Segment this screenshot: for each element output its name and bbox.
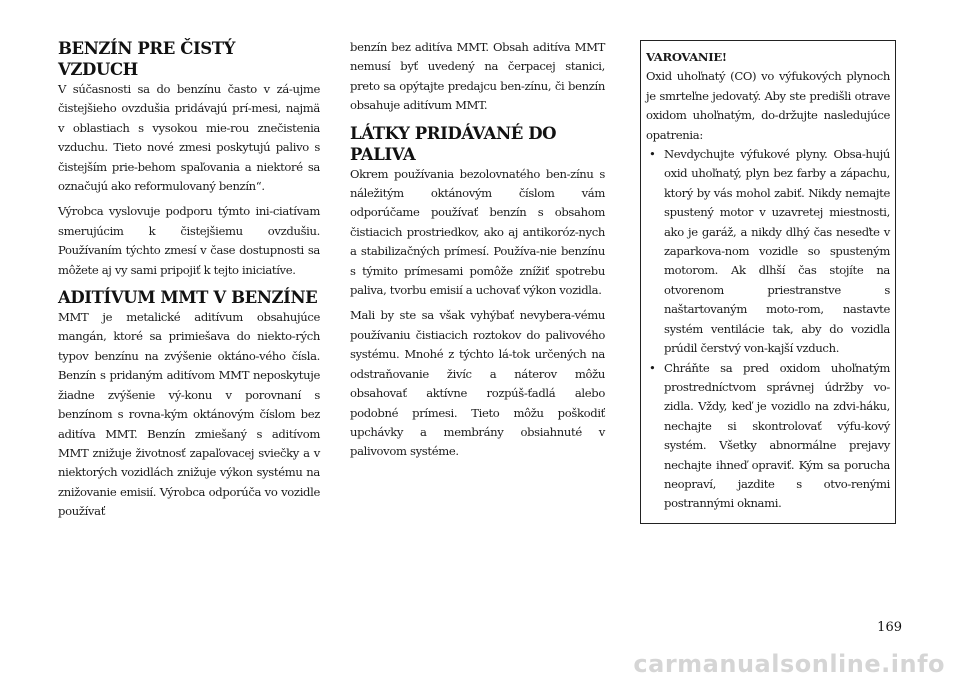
- warning-list: [646, 145, 890, 514]
- paragraph-clean-air-2: Výrobca vyslovuje podporu týmto ini-ciatívam smerujúcim k čistejšiemu ovzdušiu. Používaním týchto zmesí v čase dostupnosti sa môžete aj vy sami pripojiť k tejto iniciatíve.: [58, 204, 320, 277]
- paragraph-clean-air-1: V súčasnosti sa do benzínu často v zá-ujme čistejšieho ovzdušia pridávajú prí-mesi, najmä v oblastiach s vysokou mie-rou znečistenia vzduchu. Tieto nové zmesi poskytujú palivo s čistejším prie-behom spaľovania a niektoré sa označujú ako reformulovaný benzín“.: [58, 82, 320, 194]
- warning-item-text: Chráňte sa pred oxidom uhoľnatým prostredníctvom správnej údržby vo-zidla. Vždy, keď je vozidlo na zdvi-háku, nechajte si skontrolovať výfu-kový systém. Všetky abnormálne prejavy nechajte ihneď opraviť. Kým sa porucha neopraví, jazdite s otvo-renými postrannými oknami.: [664, 360, 890, 511]
- warning-box: [640, 40, 896, 524]
- watermark: carmanualsonline.info: [633, 650, 945, 678]
- heading-clean-air-gasoline: BENZÍN PRE ČISTÝ VZDUCH: [58, 39, 236, 79]
- left-column: [58, 38, 320, 528]
- paragraph-mmt-1: MMT je metalické aditívum obsahujúce mangán, ktoré sa primiešava do niekto-rých typov benzínu na zvýšenie oktáno-vého čísla. Benzín s pridaným aditívom MMT neposkytuje žiadne zvýšenie vý-konu v porovnaní s benzínom s rovna-kým oktánovým číslom bez aditíva MMT. Benzín zmiešaný s aditívom MMT znižuje životnosť zapaľovacej sviečky a v niektorých vozidlách znižuje výkon systému na znižovanie emisií. Výrobca odporúča vo vozidle používať: [58, 310, 320, 519]
- paragraph-mmt-2: benzín bez aditíva MMT. Obsah aditíva MMT nemusí byť uvedený na čerpacej stanici, preto sa opýtajte predajcu ben-zínu, či benzín obsahuje aditívum MMT.: [350, 40, 605, 113]
- paragraph-fuel-additives-1: Okrem používania bezolovnatého ben-zínu s náležitým oktánovým číslom vám odporúčame používať benzín s obsahom čistiacich prostriedkov, ako aj antikoróz-nych a stabilizačných prímesí. Používa-nie benzínu s týmito prímesami pomôže znížiť spotrebu paliva, tvorbu emisií a uchovať výkon vozidla.: [350, 166, 605, 298]
- page-number: 169: [877, 620, 902, 635]
- middle-column: [350, 38, 605, 468]
- heading-fuel-additives: LÁTKY PRIDÁVANÉ DO PALIVA: [350, 123, 557, 164]
- warning-intro: Oxid uhoľnatý (CO) vo výfukových plynoch je smrteľne jedovatý. Aby ste predišli otrave oxidom uhoľnatým, do-držujte nasledujúce opatrenia:: [646, 69, 890, 142]
- warning-list-item: [646, 145, 890, 358]
- bullet-icon: •: [649, 147, 656, 162]
- warning-item-text: Nevdychujte výfukové plyny. Obsa-hujú oxid uhoľnatý, plyn bez farby a zápachu, ktorý by vás mohol zabiť. Nikdy nemajte spustený motor v uzavretej miestnosti, ako je garáž, a nikdy dlhý čas neseďte v zaparkova-nom vozidle so spusteným motorom. Ak dlhší čas stojíte na otvorenom priestranstve s naštartovaným moto-rom, nastavte systém ventilácie tak, aby do vozidla prúdil čerstvý von-kajší vzduch.: [664, 147, 890, 356]
- bullet-icon: •: [649, 360, 656, 375]
- warning-title: VAROVANIE!: [646, 50, 727, 64]
- paragraph-fuel-additives-2: Mali by ste sa však vyhýbať nevybera-vému používaniu čistiacich roztokov do palivového systému. Mnohé z týchto lá-tok určených na odstraňovanie živíc a náterov môžu obsahovať aktívne rozpúš-ťadlá alebo podobné prímesi. Tieto môžu poškodiť upchávky a membrány obsiahnuté v palivovom systéme.: [350, 308, 605, 459]
- warning-list-item: [646, 359, 890, 514]
- heading-mmt-additive: ADITÍVUM MMT V BENZÍNE: [58, 288, 318, 308]
